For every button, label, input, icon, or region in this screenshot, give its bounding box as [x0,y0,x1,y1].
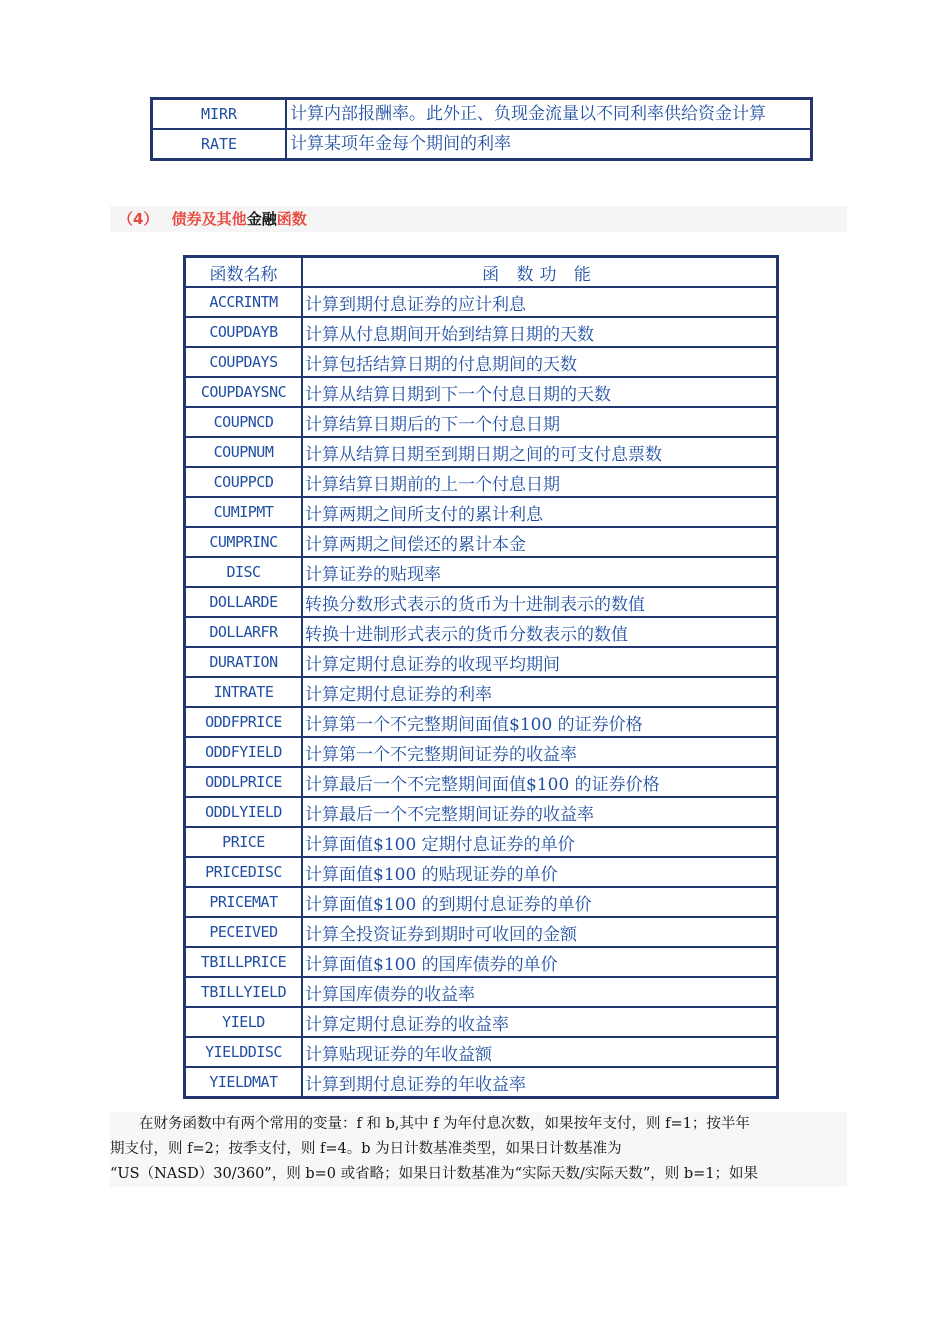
function-name: ODDFPRICE [185,707,302,737]
function-name: PRICEMAT [185,887,302,917]
function-description: 计算到期付息证券的应计利息 [302,287,777,317]
function-description: 计算包括结算日期的付息期间的天数 [302,347,777,377]
table-header-row [185,257,777,287]
function-name: MIRR [152,99,286,129]
function-description: 计算最后一个不完整期间面值$100 的证券价格 [302,767,777,797]
function-description: 计算贴现证券的年收益额 [302,1037,777,1067]
table-row [185,407,777,437]
function-name: ODDLPRICE [185,767,302,797]
function-description: 计算第一个不完整期间面值$100 的证券价格 [302,707,777,737]
function-name: COUPNUM [185,437,302,467]
function-name: COUPPCD [185,467,302,497]
table-row [185,707,777,737]
function-name: COUPDAYS [185,347,302,377]
section-title-part1: 债券及其他 [171,210,247,228]
table-row [185,287,777,317]
function-name: DURATION [185,647,302,677]
table-row [185,797,777,827]
table-row [185,977,777,1007]
section-title-part2: 金融 [246,210,277,228]
function-name: DISC [185,557,302,587]
function-description: 计算从结算日期到下一个付息日期的天数 [302,377,777,407]
body-paragraph [110,1112,847,1187]
function-description: 计算第一个不完整期间证券的收益率 [302,737,777,767]
function-description: 计算从结算日期至到期日期之间的可支付息票数 [302,437,777,467]
section-number: （4） [118,210,159,228]
function-description: 计算到期付息证券的年收益率 [302,1067,777,1097]
table-row [185,497,777,527]
table-row [185,617,777,647]
table-row [185,557,777,587]
function-name: CUMIPMT [185,497,302,527]
section-heading [110,206,847,232]
function-name: COUPNCD [185,407,302,437]
function-name: YIELDMAT [185,1067,302,1097]
function-description: 计算结算日期后的下一个付息日期 [302,407,777,437]
function-name: TBILLPRICE [185,947,302,977]
bond-functions-table [183,255,779,1099]
function-name: YIELDDISC [185,1037,302,1067]
table-row [185,1067,777,1097]
function-name: ODDFYIELD [185,737,302,767]
function-name: PRICEDISC [185,857,302,887]
function-name: INTRATE [185,677,302,707]
financial-functions-table-top [150,97,813,161]
function-description: 计算面值$100 的到期付息证券的单价 [302,887,777,917]
table-row [185,917,777,947]
table-row [185,767,777,797]
table-row [185,947,777,977]
column-header-function: 函 数功 能 [302,257,777,287]
table-row [185,317,777,347]
function-name: COUPDAYSNC [185,377,302,407]
function-description: 计算面值$100 定期付息证券的单价 [302,827,777,857]
paragraph-line: 期支付，则 f=2；按季支付，则 f=4。b 为日计数基准类型，如果日计数基准为 [110,1141,622,1157]
function-name: DOLLARFR [185,617,302,647]
function-name: COUPDAYB [185,317,302,347]
table-row [185,347,777,377]
column-header-name: 函数名称 [185,257,302,287]
table-row [185,587,777,617]
paragraph-line: “US（NASD）30/360”，则 b=0 或省略；如果日计数基准为“实际天数/实际天数”，则 b=1；如果 [110,1166,759,1182]
paragraph-line: 在财务函数中有两个常用的变量：f 和 b,其中 f 为年付息次数，如果按年支付，则 f=1；按半年 [110,1116,750,1132]
table-row [185,857,777,887]
function-description: 计算内部报酬率。此外正、负现金流量以不同利率供给资金计算 [286,99,811,129]
function-description: 转换十进制形式表示的货币分数表示的数值 [302,617,777,647]
function-description: 转换分数形式表示的货币为十进制表示的数值 [302,587,777,617]
function-description: 计算定期付息证券的收益率 [302,1007,777,1037]
table-row [185,827,777,857]
function-name: CUMPRINC [185,527,302,557]
table-row [185,437,777,467]
function-description: 计算从付息期间开始到结算日期的天数 [302,317,777,347]
function-description: 计算两期之间所支付的累计利息 [302,497,777,527]
function-description: 计算全投资证券到期时可收回的金额 [302,917,777,947]
table-row [185,887,777,917]
function-name: ODDLYIELD [185,797,302,827]
table-row [185,647,777,677]
table-row [185,1007,777,1037]
section-title-part3: 函数 [276,210,307,228]
function-description: 计算定期付息证券的收现平均期间 [302,647,777,677]
table-row [185,377,777,407]
table-row [185,467,777,497]
function-description: 计算面值$100 的国库债券的单价 [302,947,777,977]
table-row [185,527,777,557]
function-description: 计算国库债券的收益率 [302,977,777,1007]
table-row [185,737,777,767]
function-description: 计算面值$100 的贴现证券的单价 [302,857,777,887]
function-description: 计算结算日期前的上一个付息日期 [302,467,777,497]
function-description: 计算某项年金每个期间的利率 [286,129,811,159]
table-row [152,129,811,159]
function-name: PRICE [185,827,302,857]
function-description: 计算两期之间偿还的累计本金 [302,527,777,557]
function-name: TBILLYIELD [185,977,302,1007]
function-description: 计算证券的贴现率 [302,557,777,587]
table-row [152,99,811,129]
function-name: ACCRINTM [185,287,302,317]
function-name: PECEIVED [185,917,302,947]
table-row [185,1037,777,1067]
function-name: DOLLARDE [185,587,302,617]
function-description: 计算定期付息证券的利率 [302,677,777,707]
function-name: YIELD [185,1007,302,1037]
function-name: RATE [152,129,286,159]
function-description: 计算最后一个不完整期间证券的收益率 [302,797,777,827]
table-row [185,677,777,707]
